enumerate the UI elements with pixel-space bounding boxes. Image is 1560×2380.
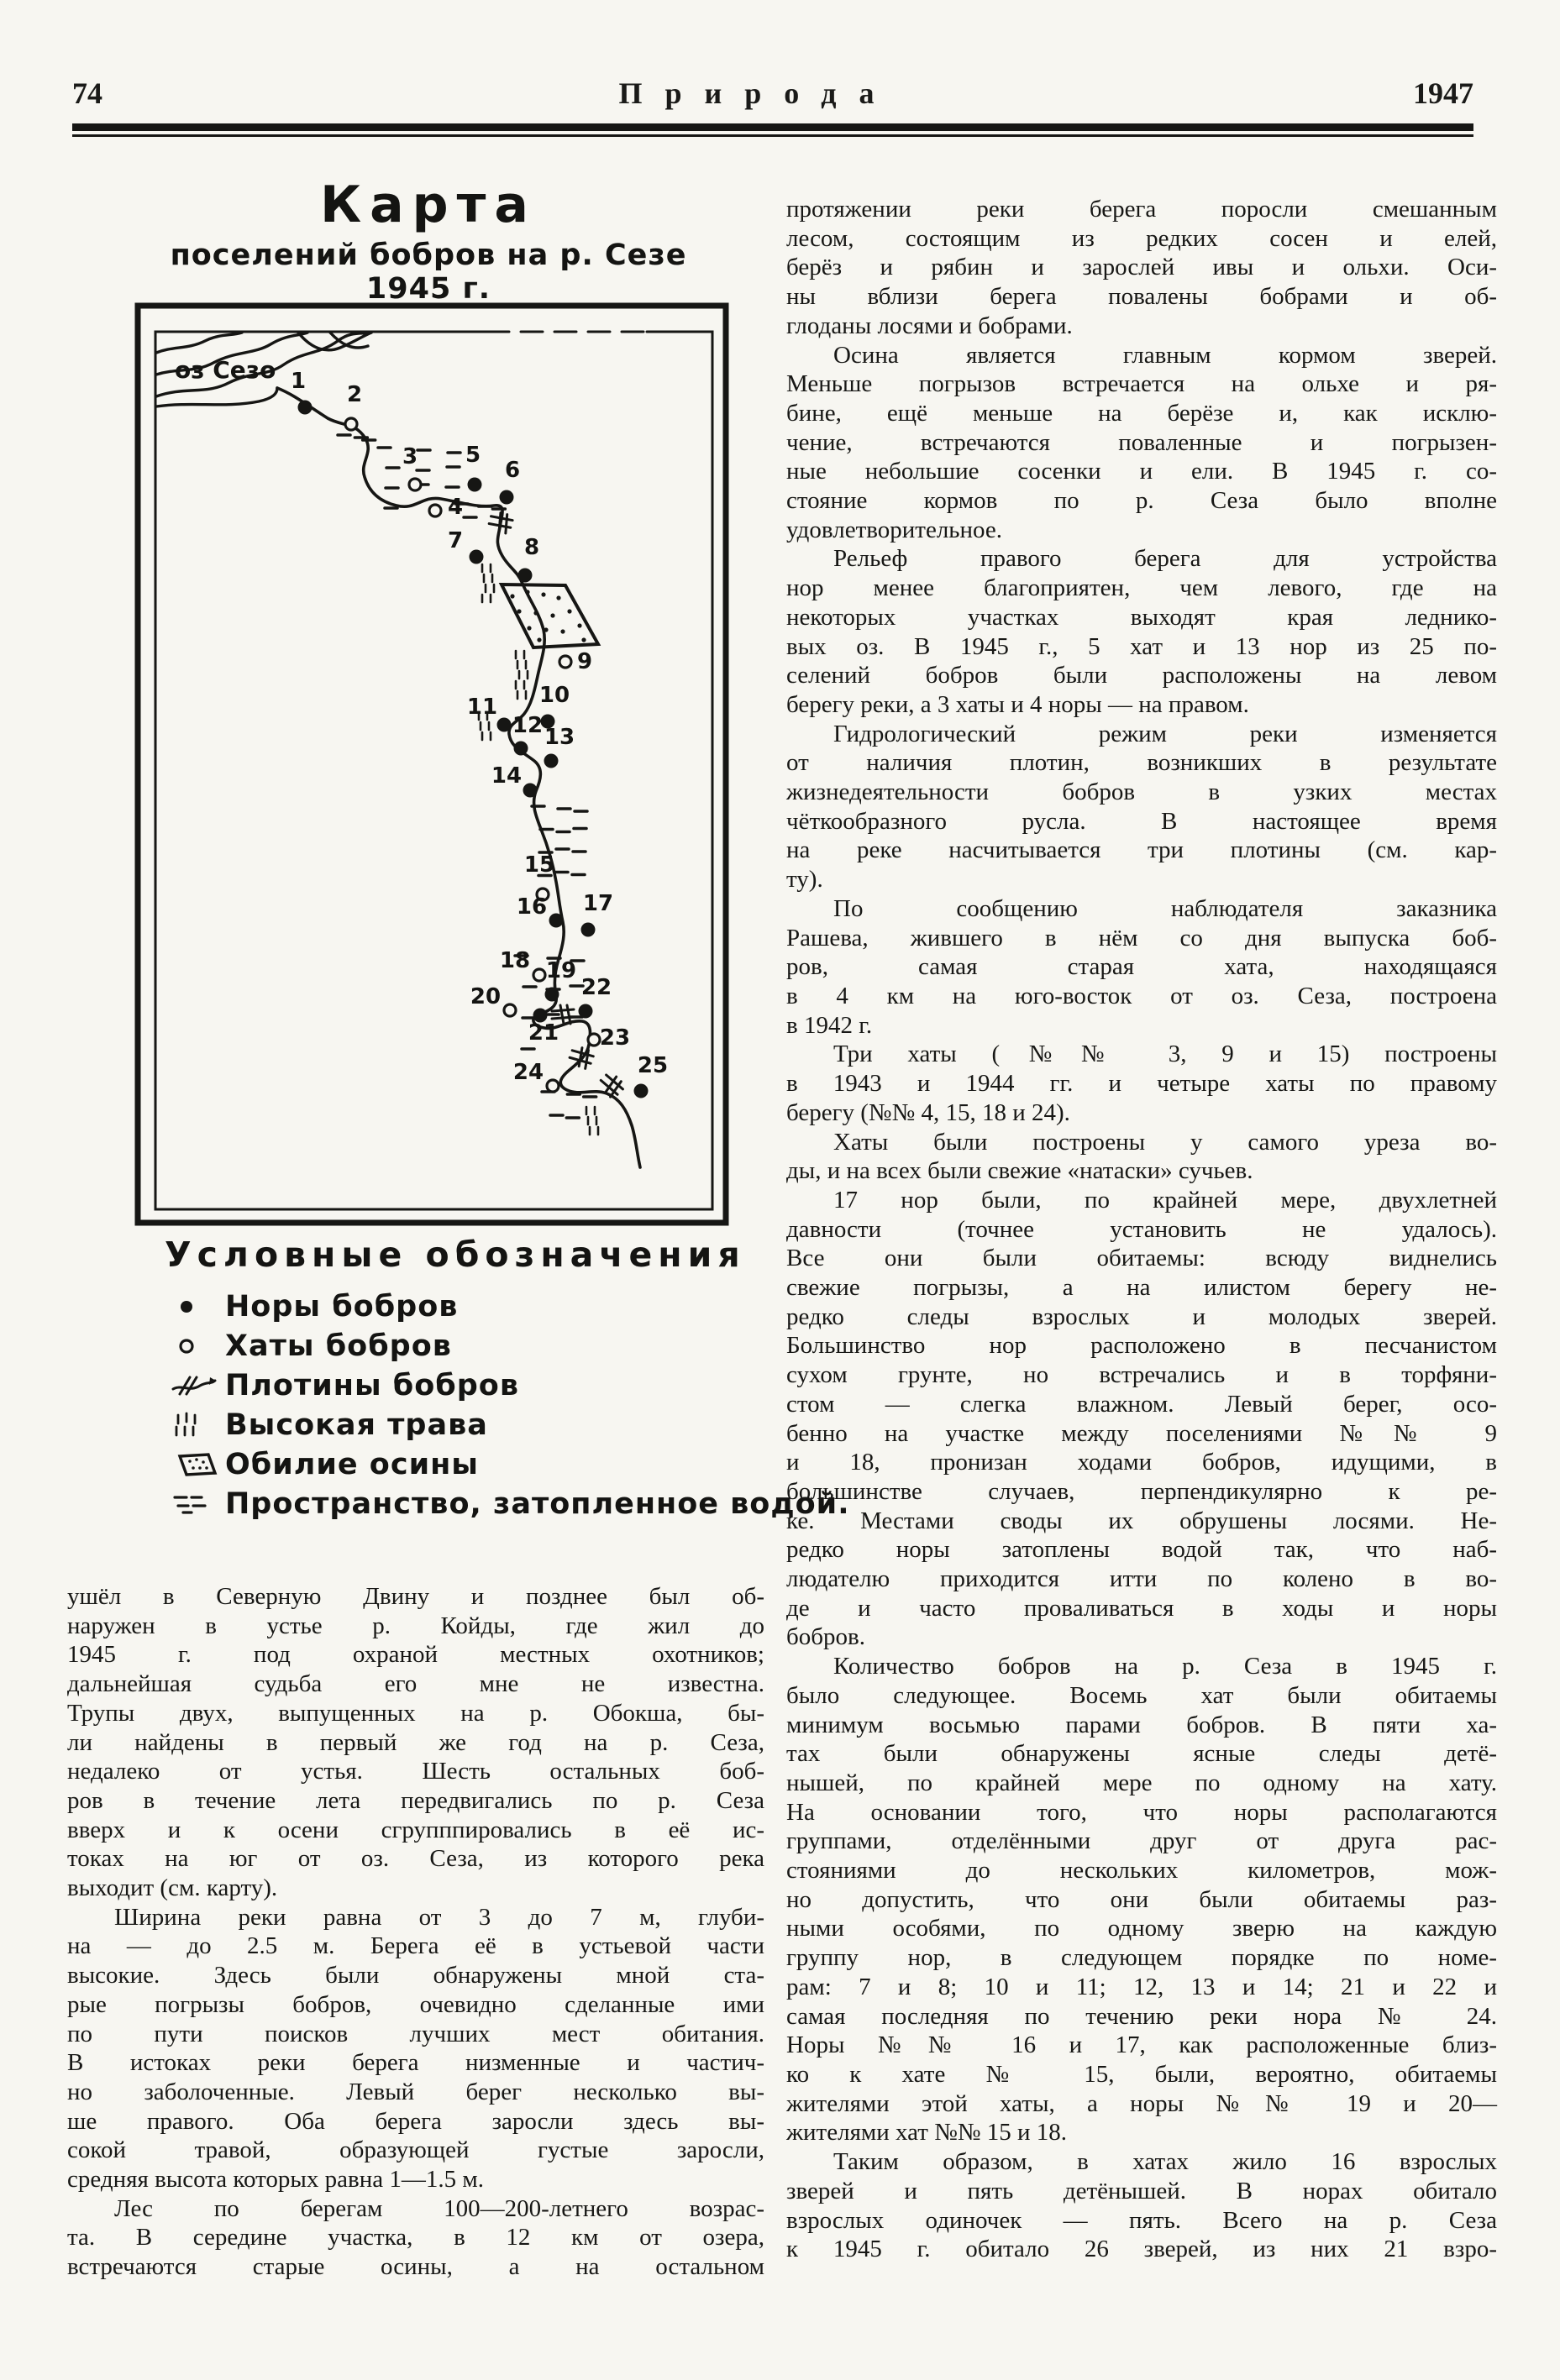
text-line: в 4 км на юго-восток от оз. Сеза, построена — [786, 982, 1497, 1009]
beaver-burrow-point — [298, 401, 313, 415]
settlement-numbers — [291, 369, 668, 1085]
text-line: стом — слегка влажном. Левый берег, осо- — [786, 1390, 1497, 1418]
text-line: лесом, состоящим из редких сосен и елей, — [786, 224, 1497, 252]
text-line: но допустить, что они были обитаемы раз- — [786, 1885, 1497, 1913]
text-line: бенно на участке между поселениями №№ 9 — [786, 1419, 1497, 1447]
text-line: Рельеф правого берега для устройства — [833, 545, 1497, 573]
text-line: самая последняя по течению реки нора № 24. — [786, 2002, 1497, 2030]
text-line: нор менее благоприятен, чем левого, где на — [786, 574, 1497, 602]
text-line: недалеко от устья. Шесть остальных боб- — [67, 1758, 764, 1785]
legend-label: Обилие осины — [225, 1447, 479, 1481]
legend-item — [165, 1484, 850, 1523]
text-line: жителями хат №№ 15 и 18. — [786, 2119, 1068, 2147]
text-line: ды, и на всех были свежие «натаски» сучьев. — [786, 1157, 1253, 1185]
settlement-number: 4 — [447, 495, 464, 520]
settlement-number: 18 — [499, 948, 531, 973]
text-line: Таким образом, в хатах жило 16 взрослых — [833, 2148, 1497, 2176]
dam-legend-icon — [165, 1371, 225, 1401]
year: 1947 — [1413, 76, 1473, 110]
text-line: выходит (см. карту). — [67, 1874, 278, 1902]
text-line: редко следы взрослых и молодых зверей. — [786, 1303, 1497, 1330]
text-line: чение, встречаются поваленные и погрызен- — [786, 428, 1497, 456]
beaver-lodge-point — [533, 969, 545, 981]
settlement-number: 19 — [545, 958, 577, 983]
beaver-burrow-point — [514, 742, 528, 756]
right-text-column — [786, 195, 1497, 2264]
text-line: ше правого. Оба берега заросли здесь вы- — [67, 2107, 764, 2135]
text-line: бобров. — [786, 1623, 865, 1651]
text-line: ные небольшие сосенки и ели. В 1945 г. со- — [786, 458, 1497, 485]
beaver-lodge-point — [504, 1004, 516, 1016]
text-line: По сообщению наблюдателя заказника — [833, 894, 1497, 922]
beaver-lodge-point — [547, 1080, 559, 1092]
settlement-number: 25 — [637, 1053, 669, 1078]
text-line: группами, отделёнными друг от друга рас- — [786, 1827, 1497, 1855]
legend-item — [165, 1366, 753, 1405]
settlement-number: 20 — [470, 984, 502, 1009]
settlement-number: 8 — [523, 535, 540, 560]
text-line: Меньше погрызов встречается на ольхе и ря- — [786, 370, 1497, 398]
text-line: в 1942 г. — [786, 1011, 873, 1039]
legend-label: Пространство, затопленное водой. — [225, 1486, 850, 1521]
text-line: ров, самая старая хата, находящаяся — [786, 953, 1497, 981]
settlement-number: 3 — [402, 444, 418, 469]
text-line: протяжении реки берега поросли смешанным — [786, 196, 1497, 223]
text-line: давности (точнее установить не удалось). — [786, 1215, 1497, 1243]
journal-title: Природа — [618, 76, 897, 110]
settlement-number: 16 — [516, 894, 548, 920]
text-line: высокие. Здесь были обнаружены мной ста- — [67, 1962, 764, 1989]
text-line: Три хаты (№№ 3, 9 и 15) построены — [833, 1041, 1497, 1068]
beaver-burrow-point — [497, 718, 512, 732]
settlement-number: 14 — [491, 763, 523, 789]
text-line: свежие погрызы, а на илистом берегу не- — [786, 1274, 1497, 1302]
legend-item — [165, 1405, 753, 1444]
legend-label: Норы бобров — [225, 1289, 459, 1324]
text-line: нышей, по крайней мере по одному на хату. — [786, 1769, 1497, 1796]
nora-legend-icon — [165, 1292, 225, 1322]
beaver-burrow-point — [549, 914, 564, 928]
text-line: Ширина реки равна от 3 до 7 м, глуби- — [114, 1903, 764, 1931]
text-line: жителями этой хаты, а норы №№ 19 и 20— — [786, 2089, 1497, 2117]
beaver-burrow-point — [579, 1004, 593, 1019]
text-line: В истоках реки берега низменные и частич- — [67, 2049, 764, 2077]
text-line: удовлетворительное. — [786, 516, 1003, 543]
beaver-burrow-point — [518, 569, 533, 583]
text-line: чёткообразного русла. В настоящее время — [786, 807, 1497, 835]
text-line: средняя высота которых равна 1—1.5 м. — [67, 2166, 484, 2194]
text-line: на — до 2.5 м. Берега её в устьевой части — [67, 1932, 764, 1960]
dam-icon — [597, 1071, 626, 1099]
beaver-lodge-point — [559, 656, 571, 668]
left-text-column — [67, 1582, 764, 2282]
beaver-burrow-point — [523, 784, 538, 798]
text-line: минимум восьмью парами бобров. В пяти ха- — [786, 1711, 1497, 1738]
text-line: большинстве случаев, перпендикулярно к ре- — [786, 1477, 1497, 1505]
text-line: токах на юг от оз. Сеза, из которого река — [67, 1845, 764, 1873]
text-line: в 1943 и 1944 гг. и четыре хаты по правому — [786, 1070, 1497, 1098]
map-inner-border — [155, 332, 712, 1209]
text-line: ке. Местами своды их обрушены лосями. Не- — [786, 1507, 1497, 1534]
head-rule-thin — [72, 134, 1473, 137]
text-line: ров в течение лета передвигались по р. Сеза — [67, 1786, 764, 1814]
text-line: людателю приходится итти по колено в во- — [786, 1565, 1497, 1593]
beaver-burrow-point — [544, 754, 559, 768]
beaver-lodge-point — [409, 479, 421, 490]
text-line: Лес по берегам 100—200-летнего возрас- — [114, 2194, 764, 2222]
text-line: и 18, пронизан ходами бобров, идущими, в — [786, 1449, 1497, 1476]
legend-item — [165, 1444, 753, 1484]
text-line: встречаются старые осины, а на остальном — [67, 2253, 764, 2281]
settlement-number: 17 — [582, 891, 614, 916]
beaver-lodge-point — [429, 505, 441, 516]
text-line: та. В середине участка, в 12 км от озера, — [67, 2224, 764, 2252]
hata-legend-icon — [165, 1331, 225, 1361]
text-line: берёз и рябин и зарослей ивы и ольхи. Оси- — [786, 254, 1497, 281]
text-line: рые погрызы бобров, очевидно сделанные ими — [67, 1990, 764, 2018]
legend-label: Плотины бобров — [225, 1368, 519, 1402]
beaver-burrow-point — [468, 478, 482, 492]
text-line: на реке насчитывается три плотины (см. кар- — [786, 836, 1497, 864]
beaver-burrow-point — [634, 1084, 649, 1098]
flood-legend-icon — [165, 1489, 225, 1519]
settlement-number: 9 — [576, 649, 593, 674]
legend-title: Условные обозначения — [165, 1235, 746, 1275]
map-figure — [126, 294, 731, 1235]
text-line: 17 нор были, по крайней мере, двухлетней — [833, 1186, 1497, 1214]
text-line: рам: 7 и 8; 10 и 11; 12, 13 и 14; 21 и 22 и — [786, 1973, 1497, 2000]
beaver-lodge-point — [588, 1034, 600, 1046]
text-line: На основании того, что норы располагаются — [786, 1798, 1497, 1826]
text-line: де и часто проваливаться в ходы и норы — [786, 1594, 1497, 1622]
settlement-number: 21 — [528, 1020, 559, 1046]
text-line: Количество бобров на р. Сеза в 1945 г. — [833, 1653, 1497, 1680]
map-title: Карта — [320, 176, 537, 234]
text-line: стояниями до нескольких километров, мож- — [786, 1857, 1497, 1885]
text-line: Осина является главным кормом зверей. — [833, 341, 1497, 369]
text-line: наружен в устье р. Койды, где жил до — [67, 1612, 764, 1639]
text-line: к 1945 г. обитало 26 зверей, из них 21 взро- — [786, 2236, 1497, 2263]
text-line: жизнедеятельности бобров в узких местах — [786, 778, 1497, 806]
head-rule-thick — [72, 123, 1473, 131]
text-line: ко к хате № 15, были, вероятно, обитаемы — [786, 2061, 1497, 2088]
text-line: ными особями, по одному зверю на каждую — [786, 1915, 1497, 1942]
beaver-burrow-point — [500, 490, 514, 505]
settlement-number: 23 — [599, 1025, 631, 1051]
map-title-block — [126, 176, 731, 306]
text-line: ушёл в Северную Двину и позднее был об- — [67, 1583, 764, 1610]
text-line: вых оз. В 1945 г., 5 хат и 13 нор из 25 по- — [786, 632, 1497, 660]
settlement-number: 2 — [346, 382, 363, 407]
text-line: бине, ещё меньше на берёзе и, как исклю- — [786, 399, 1497, 427]
legend-label: Хаты бобров — [225, 1329, 452, 1363]
settlement-number: 1 — [290, 369, 307, 394]
beaver-burrow-point — [545, 988, 559, 1002]
text-line: стояние кормов по р. Сеза было вполне — [786, 487, 1497, 515]
text-line: ту). — [786, 866, 823, 894]
text-line: но заболоченные. Левый берег несколько вы- — [67, 2078, 764, 2105]
text-line: глоданы лосями и бобрами. — [786, 312, 1073, 339]
page-number: 74 — [72, 76, 102, 110]
text-line: некоторых участках выходят края леднико- — [786, 603, 1497, 631]
legend-item — [165, 1326, 753, 1366]
text-line: дальнейшая судьба его мне не известна. — [67, 1670, 764, 1698]
text-line: взрослых одиночек — пять. Всего на р. Сеза — [786, 2206, 1497, 2234]
text-line: Рашева, жившего в нём со дня выпуска боб- — [786, 924, 1497, 951]
settlement-number: 13 — [544, 725, 575, 750]
legend-items — [165, 1287, 850, 1523]
text-line: ны вблизи берега повалены бобрами и об- — [786, 283, 1497, 311]
text-line: сокой травой, образующей густые заросли, — [67, 2136, 764, 2164]
text-line: берегу (№№ 4, 15, 18 и 24). — [786, 1098, 1070, 1126]
settlement-number: 24 — [512, 1060, 544, 1085]
text-line: 1945 г. под охраной местных охотников; — [67, 1641, 764, 1669]
text-line: Все они были обитаемы: всюду виднелись — [786, 1245, 1497, 1272]
text-line: берегу реки, а 3 хаты и 4 норы — на правом. — [786, 690, 1249, 718]
text-line: Хаты были построены у самого уреза во- — [833, 1128, 1497, 1156]
text-line: селений бобров были расположены на левом — [786, 662, 1497, 689]
text-line: Трупы двух, выпущенных на р. Обокша, бы- — [67, 1699, 764, 1727]
beaver-settlements-map — [126, 294, 731, 1235]
text-line: Гидрологический режим реки изменяется — [833, 720, 1497, 747]
text-line: от наличия плотин, возникших в результате — [786, 749, 1497, 777]
legend-label: Высокая трава — [225, 1408, 488, 1442]
grass-legend-icon — [165, 1410, 225, 1440]
text-line: редко норы затоплены водой так, что наб- — [786, 1536, 1497, 1564]
beaver-lodge-point — [345, 418, 357, 430]
settlement-number: 10 — [538, 683, 570, 708]
text-line: сухом грунте, но встречались и в торфяни- — [786, 1361, 1497, 1389]
beaver-burrow-point — [470, 550, 484, 564]
text-line: вверх и к осени сгрупппировались в её ис- — [67, 1816, 764, 1843]
map-subtitle: поселений бобров на р. Сезе 1945 г. — [170, 239, 687, 306]
text-line: ли найдены в первый же год на р. Сеза, — [67, 1728, 764, 1756]
text-line: Норы №№ 16 и 17, как расположенные близ- — [786, 2031, 1497, 2059]
settlement-number: 6 — [504, 458, 521, 483]
settlement-number: 5 — [465, 443, 481, 468]
text-line: группу нор, в следующем порядке по номе- — [786, 1944, 1497, 1972]
map-legend — [165, 1235, 850, 1523]
settlement-number: 12 — [512, 713, 544, 738]
settlement-number: 15 — [523, 852, 555, 878]
settlement-number: 7 — [447, 528, 464, 553]
beaver-burrow-point — [581, 923, 596, 937]
settlement-number: 11 — [466, 695, 498, 720]
text-line: по пути поисков лучших мест обитания. — [67, 2020, 764, 2047]
text-line: Большинство нор расположено в песчанистом — [786, 1332, 1497, 1360]
legend-item — [165, 1287, 753, 1326]
lake-label: оз Сезо — [175, 356, 276, 384]
flooded-space-marks — [338, 435, 596, 1118]
text-line: тах были обнаружены ясные следы детё- — [786, 1740, 1497, 1768]
aspen-legend-icon — [165, 1449, 225, 1480]
text-line: зверей и пять детёнышей. В норах обитало — [786, 2177, 1497, 2204]
running-head — [72, 76, 1473, 111]
settlement-number: 22 — [580, 975, 612, 1000]
text-line: было следующее. Восемь хат были обитаемы — [786, 1681, 1497, 1709]
